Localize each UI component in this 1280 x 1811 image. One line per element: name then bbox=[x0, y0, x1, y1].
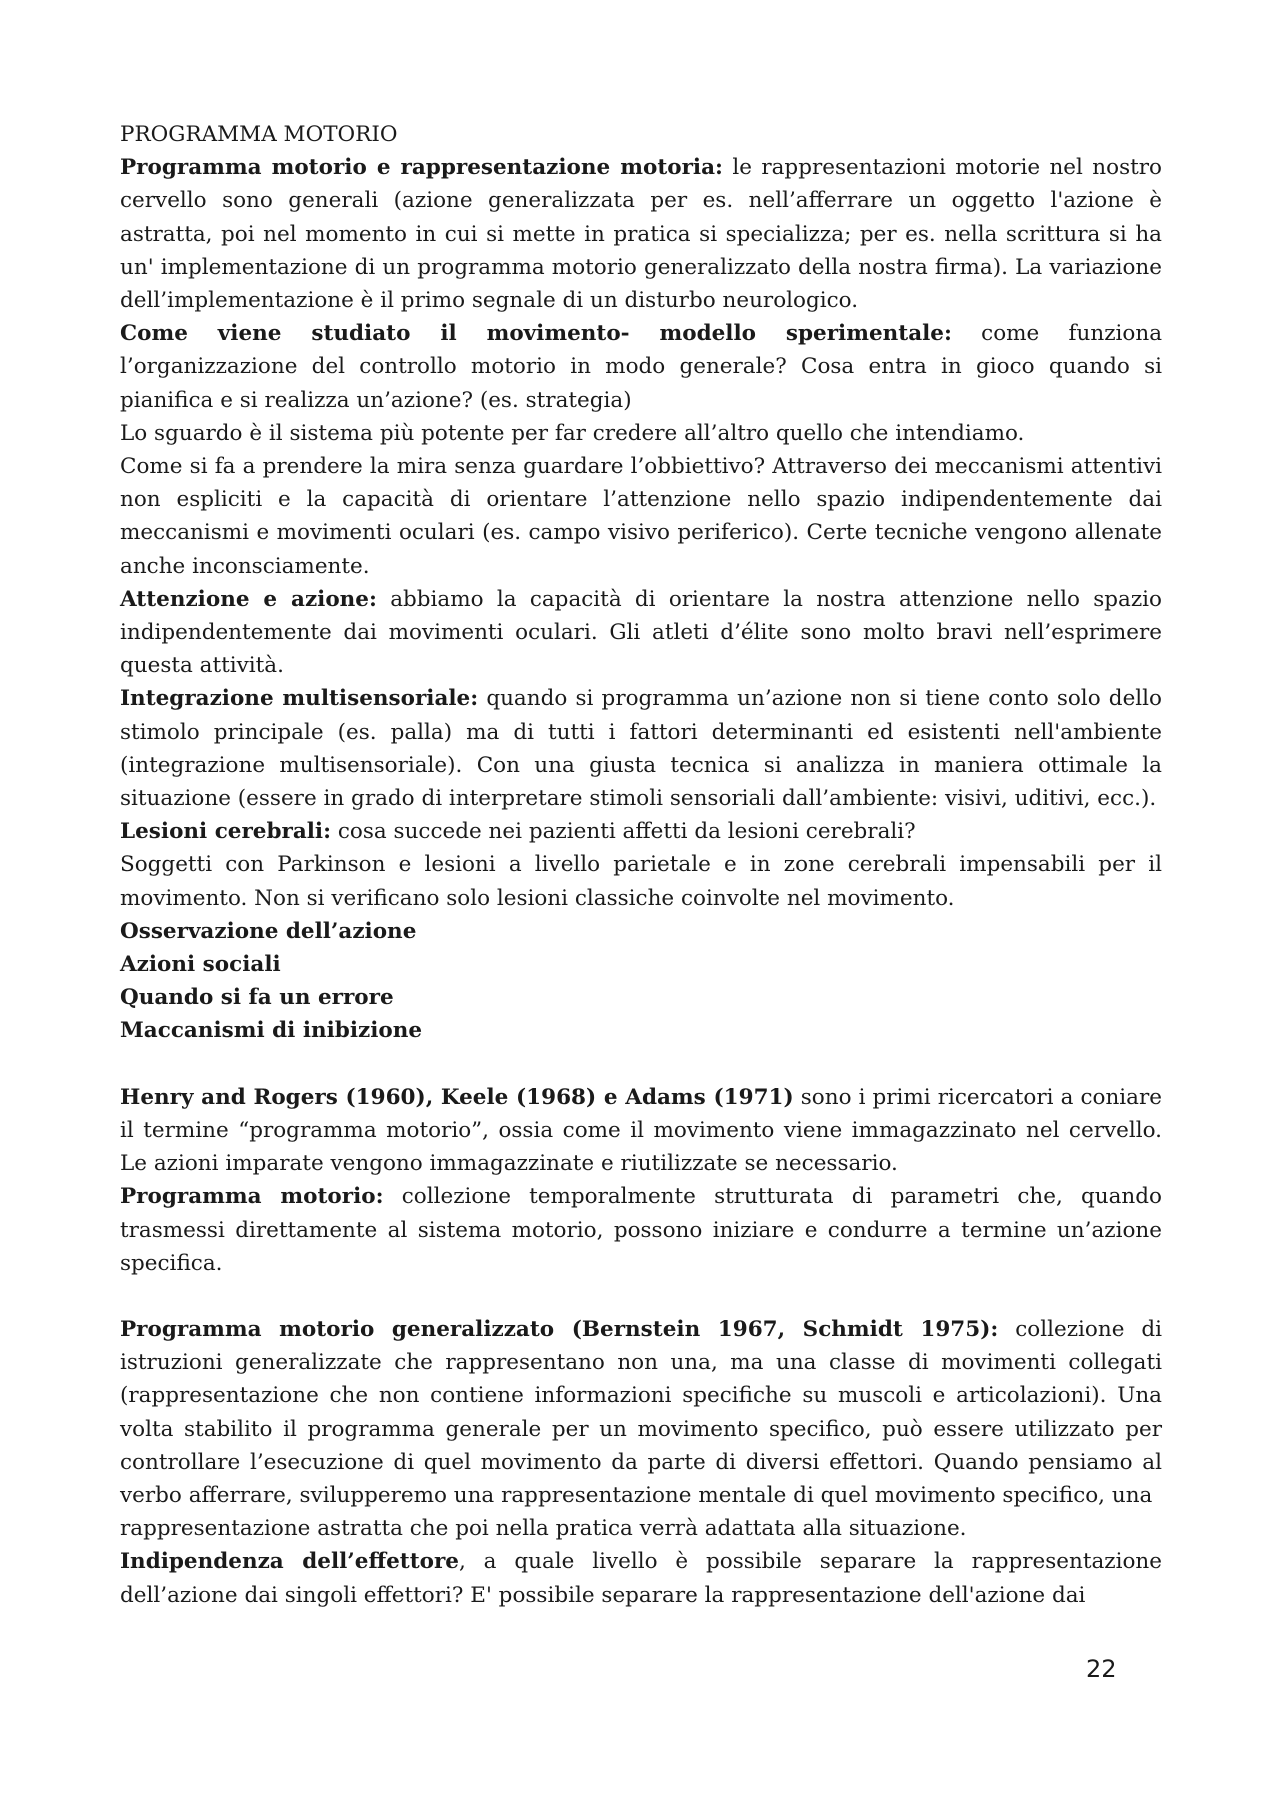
term-experimental-model: Come viene studiato il movimento- modello sperimentale: bbox=[120, 321, 952, 347]
paragraph-aiming: Come si fa a prendere la mira senza guardare l’obbiettivo? Attraverso dei meccanismi attentivi non espliciti e la capacità di orientare l’attenzione nello spazio indipendentemente dai meccanismi e movimenti oculari (es. campo visivo periferico). Certe tecniche vengono allenate anche inconsciamente. bbox=[120, 454, 1162, 579]
paragraph-experimental-model bbox=[120, 317, 1162, 417]
paragraph-parkinson: Soggetti con Parkinson e lesioni a livello parietale e in zone cerebrali impensabili per il movimento. Non si verificano solo lesioni classiche coinvolte nel movimento. bbox=[120, 852, 1162, 911]
topic-item: Osservazione dell’azione bbox=[120, 918, 417, 944]
text-motor-program-representation: le rappresentazioni motorie nel nostro cervello sono generali (azione generalizzata per es. nell’afferrare un oggetto l'azione è astratta, poi nel momento in cui si mette in pratica si specializza; per es. nella scrittura si ha un' implementazione di un programma motorio generalizzato della nostra firma). La variazione dell’implementazione è il primo segnale di un disturbo neurologico. bbox=[120, 155, 1162, 314]
text-generalized-motor-program: collezione di istruzioni generalizzate che rappresentano non una, ma una classe di movimenti collegati (rappresentazione che non contiene informazioni specifiche su muscoli e articolazioni). Una volta stabilito il programma generale per un movimento specifico, può essere utilizzato per controllare l’esecuzione di quel movimento da parte di diversi effettori. Quando pensiamo al verbo afferrare, svilupperemo una rappresentazione mentale di quel movimento specifico, una bbox=[120, 1316, 1162, 1508]
paragraph-motor-program-representation bbox=[120, 151, 1162, 317]
term-attention-action: Attenzione e azione: bbox=[120, 586, 377, 612]
text-effector-independence: , a quale livello è possibile separare la rappresentazione dell’azione dai singoli effettori? E' possibile separare la rappresentazione dell'azione dai bbox=[120, 1549, 1162, 1608]
paragraph-spacer bbox=[120, 1280, 1162, 1313]
paragraph-effector-independence bbox=[120, 1545, 1162, 1611]
text-multisensory-integration: quando si programma un’azione non si tiene conto solo dello stimolo principale (es. palla) ma di tutti i fattori determinanti ed esistenti nell'ambiente (integrazione multisensoriale). Con una giusta tecnica si analizza in maniera ottimale la situazione (essere in grado di interpretare stimoli sensoriali dall’ambiente: visivi, uditivi, ecc.). bbox=[120, 686, 1162, 812]
paragraph-attention-action bbox=[120, 583, 1162, 683]
paragraph-generalized-motor-program bbox=[120, 1313, 1162, 1512]
topic-item: Azioni sociali bbox=[120, 952, 281, 978]
section-heading: PROGRAMMA MOTORIO bbox=[120, 122, 398, 147]
term-motor-program-definition: Programma motorio: bbox=[120, 1184, 384, 1210]
page-number: 22 bbox=[1086, 1655, 1117, 1683]
term-brain-lesions: Lesioni cerebrali: bbox=[120, 819, 332, 845]
text-motor-program-definition: collezione temporalmente strutturata di parametri che, quando trasmessi direttamente al sistema motorio, possono iniziare e condurre a termine un’azione specifica. bbox=[120, 1184, 1162, 1276]
text-experimental-model: come funziona l’organizzazione del controllo motorio in modo generale? Cosa entra in gioco quando si pianifica e si realizza un’azione? (es. strategia) bbox=[120, 321, 1163, 413]
term-multisensory-integration: Integrazione multisensoriale: bbox=[120, 686, 479, 712]
term-generalized-motor-program: Programma motorio generalizzato (Bernstein 1967, Schmidt 1975): bbox=[120, 1316, 999, 1342]
paragraph-brain-lesions bbox=[120, 815, 1162, 848]
term-effector-independence: Indipendenza dell’effettore bbox=[120, 1549, 459, 1575]
term-motor-program-representation: Programma motorio e rappresentazione motoria: bbox=[120, 155, 723, 181]
term-researchers: Henry and Rogers (1960), Keele (1968) e Adams (1971) bbox=[120, 1084, 794, 1110]
text-researchers: sono i primi ricercatori a coniare il termine “programma motorio”, ossia come il movimento viene immagazzinato nel cervello. Le azioni imparate vengono immagazzinate e riutilizzate se necessario. bbox=[120, 1084, 1162, 1177]
paragraph-researchers bbox=[120, 1081, 1162, 1181]
topic-item: Maccanismi di inibizione bbox=[120, 1018, 423, 1044]
document-page bbox=[120, 118, 1162, 1612]
paragraph-gaze: Lo sguardo è il sistema più potente per far credere all’altro quello che intendiamo. bbox=[120, 420, 1025, 446]
paragraph-abstract-representation: rappresentazione astratta che poi nella pratica verrà adattata alla situazione. bbox=[120, 1516, 967, 1542]
paragraph-multisensory-integration bbox=[120, 682, 1162, 815]
text-brain-lesions: cosa succede nei pazienti affetti da lesioni cerebrali? bbox=[331, 819, 916, 845]
paragraph-spacer bbox=[120, 1048, 1162, 1081]
topic-item: Quando si fa un errore bbox=[120, 985, 394, 1011]
paragraph-motor-program-definition bbox=[120, 1180, 1162, 1280]
text-attention-action: abbiamo la capacità di orientare la nostra attenzione nello spazio indipendentemente dai movimenti oculari. Gli atleti d’élite sono molto bravi nell’esprimere questa attività. bbox=[120, 586, 1162, 679]
